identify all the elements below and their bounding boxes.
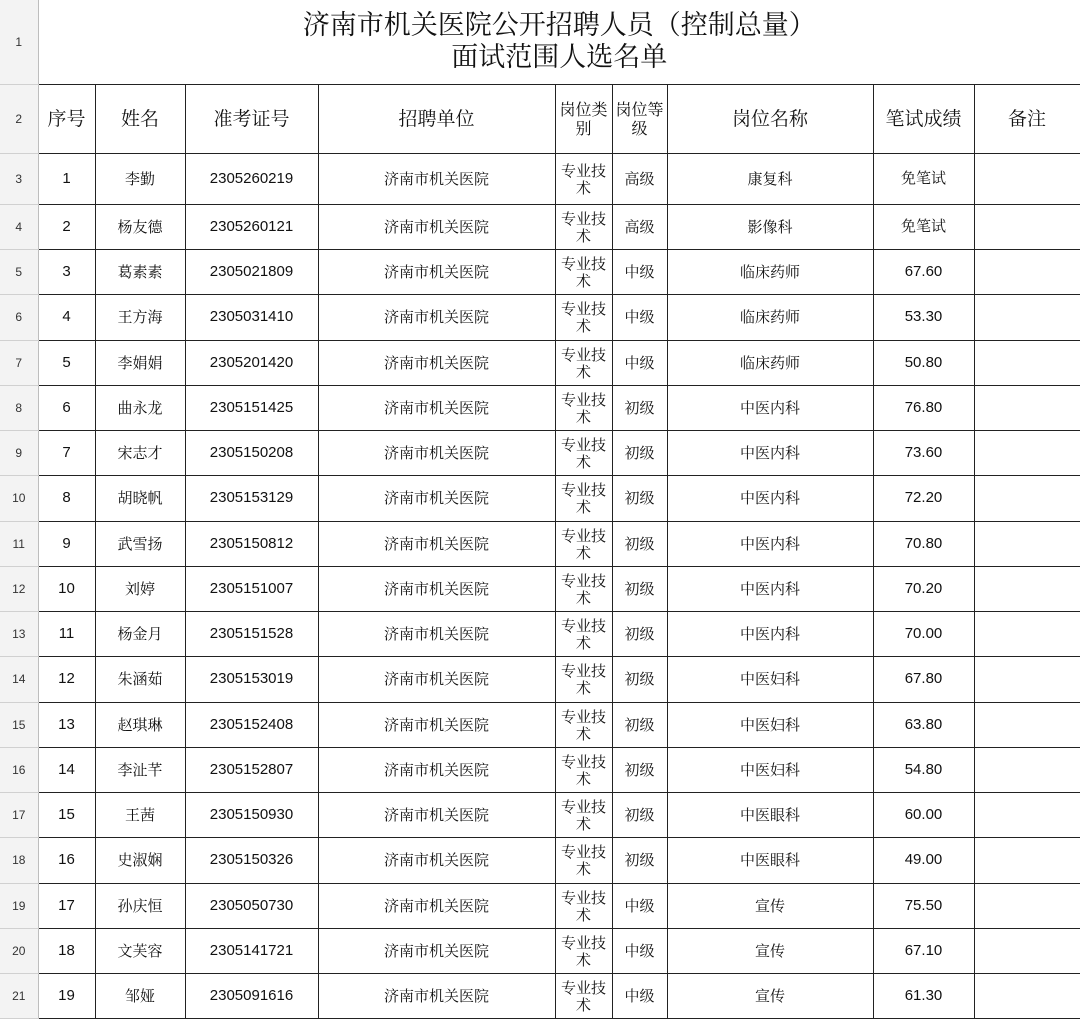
cell-level[interactable]: 初级 [612,611,667,656]
cell-category[interactable]: 专业技术 [555,204,612,249]
table-row [0,883,1080,928]
cell-ticket[interactable]: 2305141721 [185,928,318,973]
cell-seq[interactable]: 8 [38,475,95,521]
row-number[interactable]: 19 [0,883,38,928]
table-row [0,385,1080,430]
row-number[interactable]: 21 [0,973,38,1018]
table-row [0,973,1080,1018]
cell-score[interactable]: 73.60 [873,430,974,475]
row-number[interactable]: 3 [0,153,38,204]
cell-category[interactable]: 专业技术 [555,294,612,340]
title-line-2: 面试范围人选名单 [451,41,668,73]
cell-score[interactable]: 免笔试 [873,204,974,249]
cell-level[interactable]: 中级 [612,883,667,928]
cell-unit[interactable]: 济南市机关医院 [318,204,555,249]
cell-remark[interactable] [974,294,1080,340]
cell-level[interactable]: 中级 [612,249,667,294]
cell-unit[interactable]: 济南市机关医院 [318,430,555,475]
table-row [0,566,1080,611]
title-row [0,0,1080,84]
cell-remark[interactable] [974,702,1080,747]
cell-score[interactable]: 免笔试 [873,153,974,204]
cell-name[interactable]: 邹娅 [95,973,185,1018]
cell-remark[interactable] [974,204,1080,249]
cell-score[interactable]: 54.80 [873,747,974,792]
cell-unit[interactable]: 济南市机关医院 [318,249,555,294]
cell-seq[interactable]: 7 [38,430,95,475]
cell-seq[interactable]: 6 [38,385,95,430]
cell-position[interactable]: 中医内科 [667,385,873,430]
cell-unit[interactable]: 济南市机关医院 [318,153,555,204]
cell-position[interactable]: 中医眼科 [667,837,873,883]
cell-name[interactable]: 杨友德 [95,204,185,249]
cell-name[interactable]: 杨金月 [95,611,185,656]
cell-score[interactable]: 76.80 [873,385,974,430]
cell-position[interactable]: 中医内科 [667,475,873,521]
cell-category[interactable]: 专业技术 [555,656,612,702]
cell-seq[interactable]: 18 [38,928,95,973]
cell-level[interactable]: 初级 [612,656,667,702]
table-row [0,475,1080,521]
cell-score[interactable]: 53.30 [873,294,974,340]
cell-remark[interactable] [974,430,1080,475]
cell-ticket[interactable]: 2305153129 [185,475,318,521]
cell-ticket[interactable]: 2305152807 [185,747,318,792]
cell-ticket[interactable]: 2305153019 [185,656,318,702]
cell-name[interactable]: 史淑娴 [95,837,185,883]
cell-ticket[interactable]: 2305151425 [185,385,318,430]
cell-unit[interactable]: 济南市机关医院 [318,521,555,566]
cell-ticket[interactable]: 2305021809 [185,249,318,294]
table-row [0,656,1080,702]
cell-remark[interactable] [974,153,1080,204]
cell-position[interactable]: 中医内科 [667,566,873,611]
row-number[interactable]: 6 [0,294,38,340]
table-row [0,294,1080,340]
cell-name[interactable]: 李沚芊 [95,747,185,792]
cell-seq[interactable]: 4 [38,294,95,340]
cell-category[interactable]: 专业技术 [555,747,612,792]
table-row [0,747,1080,792]
cell-position[interactable]: 康复科 [667,153,873,204]
cell-position[interactable]: 中医内科 [667,430,873,475]
cell-ticket[interactable]: 2305151007 [185,566,318,611]
cell-seq[interactable]: 15 [38,792,95,837]
cell-name[interactable]: 王方海 [95,294,185,340]
cell-category[interactable]: 专业技术 [555,249,612,294]
cell-level[interactable]: 初级 [612,747,667,792]
cell-name[interactable]: 刘婷 [95,566,185,611]
header-ticket[interactable]: 准考证号 [185,84,318,153]
cell-score[interactable]: 75.50 [873,883,974,928]
row-number[interactable]: 18 [0,837,38,883]
cell-level[interactable]: 初级 [612,521,667,566]
cell-seq[interactable]: 9 [38,521,95,566]
cell-level[interactable]: 初级 [612,702,667,747]
cell-seq[interactable]: 5 [38,340,95,385]
cell-ticket[interactable]: 2305050730 [185,883,318,928]
cell-ticket[interactable]: 2305260121 [185,204,318,249]
cell-level[interactable]: 初级 [612,837,667,883]
cell-ticket[interactable]: 2305150208 [185,430,318,475]
cell-score[interactable]: 70.80 [873,521,974,566]
cell-name[interactable]: 武雪扬 [95,521,185,566]
cell-position[interactable]: 中医内科 [667,521,873,566]
cell-remark[interactable] [974,928,1080,973]
header-remark[interactable]: 备注 [974,84,1080,153]
cell-ticket[interactable]: 2305201420 [185,340,318,385]
table-row [0,249,1080,294]
header-position[interactable]: 岗位名称 [667,84,873,153]
cell-unit[interactable]: 济南市机关医院 [318,656,555,702]
cell-name[interactable]: 孙庆恒 [95,883,185,928]
cell-ticket[interactable]: 2305031410 [185,294,318,340]
cell-unit[interactable]: 济南市机关医院 [318,702,555,747]
cell-level[interactable]: 中级 [612,340,667,385]
row-number[interactable]: 11 [0,521,38,566]
cell-ticket[interactable]: 2305151528 [185,611,318,656]
cell-ticket[interactable]: 2305150930 [185,792,318,837]
cell-score[interactable]: 60.00 [873,792,974,837]
cell-name[interactable]: 曲永龙 [95,385,185,430]
cell-category[interactable]: 专业技术 [555,792,612,837]
cell-level[interactable]: 中级 [612,928,667,973]
cell-name[interactable]: 李勤 [95,153,185,204]
cell-remark[interactable] [974,566,1080,611]
cell-seq[interactable]: 11 [38,611,95,656]
cell-seq[interactable]: 13 [38,702,95,747]
cell-category[interactable]: 专业技术 [555,475,612,521]
cell-unit[interactable]: 济南市机关医院 [318,340,555,385]
cell-remark[interactable] [974,521,1080,566]
row-number[interactable]: 9 [0,430,38,475]
cell-level[interactable]: 初级 [612,385,667,430]
cell-score[interactable]: 50.80 [873,340,974,385]
cell-seq[interactable]: 1 [38,153,95,204]
cell-score[interactable]: 61.30 [873,973,974,1018]
row-number[interactable]: 15 [0,702,38,747]
header-score[interactable]: 笔试成绩 [873,84,974,153]
cell-remark[interactable] [974,837,1080,883]
cell-ticket[interactable]: 2305260219 [185,153,318,204]
cell-unit[interactable]: 济南市机关医院 [318,837,555,883]
cell-level[interactable]: 高级 [612,204,667,249]
table-row [0,153,1080,204]
cell-position[interactable]: 宣传 [667,883,873,928]
cell-category[interactable]: 专业技术 [555,566,612,611]
cell-level[interactable]: 初级 [612,566,667,611]
cell-seq[interactable]: 19 [38,973,95,1018]
cell-position[interactable]: 临床药师 [667,249,873,294]
cell-level[interactable]: 初级 [612,475,667,521]
row-number[interactable]: 14 [0,656,38,702]
cell-ticket[interactable]: 2305152408 [185,702,318,747]
row-number[interactable]: 4 [0,204,38,249]
header-seq[interactable]: 序号 [38,84,95,153]
cell-remark[interactable] [974,792,1080,837]
cell-name[interactable]: 宋志才 [95,430,185,475]
cell-seq[interactable]: 10 [38,566,95,611]
header-unit[interactable]: 招聘单位 [318,84,555,153]
cell-score[interactable]: 63.80 [873,702,974,747]
cell-category[interactable]: 专业技术 [555,611,612,656]
header-level[interactable]: 岗位等级 [612,84,667,153]
row-number[interactable]: 2 [0,84,38,153]
cell-level[interactable]: 初级 [612,792,667,837]
cell-category[interactable]: 专业技术 [555,928,612,973]
header-row [0,84,1080,153]
cell-remark[interactable] [974,747,1080,792]
title-line-1: 济南市机关医院公开招聘人员（控制总量） [302,9,816,41]
header-name[interactable]: 姓名 [95,84,185,153]
table-row [0,702,1080,747]
cell-position[interactable]: 宣传 [667,973,873,1018]
cell-category[interactable]: 专业技术 [555,837,612,883]
cell-position[interactable]: 宣传 [667,928,873,973]
cell-unit[interactable]: 济南市机关医院 [318,566,555,611]
cell-score[interactable]: 70.00 [873,611,974,656]
cell-name[interactable]: 朱涵茹 [95,656,185,702]
cell-seq[interactable]: 3 [38,249,95,294]
row-number[interactable]: 13 [0,611,38,656]
row-number[interactable]: 10 [0,475,38,521]
cell-remark[interactable] [974,883,1080,928]
cell-seq[interactable]: 2 [38,204,95,249]
cell-unit[interactable]: 济南市机关医院 [318,475,555,521]
table-row [0,340,1080,385]
table-row [0,792,1080,837]
cell-category[interactable]: 专业技术 [555,153,612,204]
cell-seq[interactable]: 17 [38,883,95,928]
cell-remark[interactable] [974,611,1080,656]
cell-category[interactable]: 专业技术 [555,702,612,747]
cell-remark[interactable] [974,973,1080,1018]
row-number[interactable]: 17 [0,792,38,837]
cell-ticket[interactable]: 2305150326 [185,837,318,883]
cell-unit[interactable]: 济南市机关医院 [318,385,555,430]
row-number[interactable]: 16 [0,747,38,792]
cell-unit[interactable]: 济南市机关医院 [318,294,555,340]
cell-remark[interactable] [974,656,1080,702]
cell-seq[interactable]: 16 [38,837,95,883]
cell-position[interactable]: 临床药师 [667,340,873,385]
table-row [0,611,1080,656]
cell-score[interactable]: 70.20 [873,566,974,611]
row-number[interactable]: 20 [0,928,38,973]
row-number[interactable]: 12 [0,566,38,611]
cell-position[interactable]: 中医内科 [667,611,873,656]
cell-name[interactable]: 胡晓帆 [95,475,185,521]
cell-score[interactable]: 67.80 [873,656,974,702]
cell-score[interactable]: 72.20 [873,475,974,521]
cell-unit[interactable]: 济南市机关医院 [318,747,555,792]
cell-name[interactable]: 王茜 [95,792,185,837]
cell-score[interactable]: 67.10 [873,928,974,973]
table-row [0,430,1080,475]
cell-position[interactable]: 中医眼科 [667,792,873,837]
cell-position[interactable]: 临床药师 [667,294,873,340]
cell-level[interactable]: 初级 [612,430,667,475]
row-number[interactable]: 7 [0,340,38,385]
cell-unit[interactable]: 济南市机关医院 [318,611,555,656]
header-category[interactable]: 岗位类别 [555,84,612,153]
cell-unit[interactable]: 济南市机关医院 [318,973,555,1018]
cell-seq[interactable]: 12 [38,656,95,702]
cell-category[interactable]: 专业技术 [555,521,612,566]
cell-score[interactable]: 49.00 [873,837,974,883]
cell-unit[interactable]: 济南市机关医院 [318,883,555,928]
cell-name[interactable]: 赵琪琳 [95,702,185,747]
cell-remark[interactable] [974,385,1080,430]
cell-position[interactable]: 中医妇科 [667,656,873,702]
cell-level[interactable]: 中级 [612,294,667,340]
cell-level[interactable]: 中级 [612,973,667,1018]
table-row [0,837,1080,883]
cell-position[interactable]: 中医妇科 [667,702,873,747]
cell-score[interactable]: 67.60 [873,249,974,294]
cell-name[interactable]: 葛素素 [95,249,185,294]
cell-position[interactable]: 中医妇科 [667,747,873,792]
cell-name[interactable]: 李娟娟 [95,340,185,385]
cell-name[interactable]: 文芙容 [95,928,185,973]
cell-level[interactable]: 高级 [612,153,667,204]
table-row [0,204,1080,249]
cell-category[interactable]: 专业技术 [555,340,612,385]
cell-unit[interactable]: 济南市机关医院 [318,792,555,837]
cell-ticket[interactable]: 2305091616 [185,973,318,1018]
cell-seq[interactable]: 14 [38,747,95,792]
cell-category[interactable]: 专业技术 [555,385,612,430]
sheet-title[interactable] [38,0,1080,84]
cell-remark[interactable] [974,249,1080,294]
cell-position[interactable]: 影像科 [667,204,873,249]
row-number[interactable]: 5 [0,249,38,294]
cell-remark[interactable] [974,475,1080,521]
row-number[interactable]: 8 [0,385,38,430]
row-number[interactable]: 1 [0,0,38,84]
cell-remark[interactable] [974,340,1080,385]
cell-category[interactable]: 专业技术 [555,973,612,1018]
table-row [0,928,1080,973]
table-row [0,521,1080,566]
cell-unit[interactable]: 济南市机关医院 [318,928,555,973]
cell-category[interactable]: 专业技术 [555,883,612,928]
cell-ticket[interactable]: 2305150812 [185,521,318,566]
cell-category[interactable]: 专业技术 [555,430,612,475]
